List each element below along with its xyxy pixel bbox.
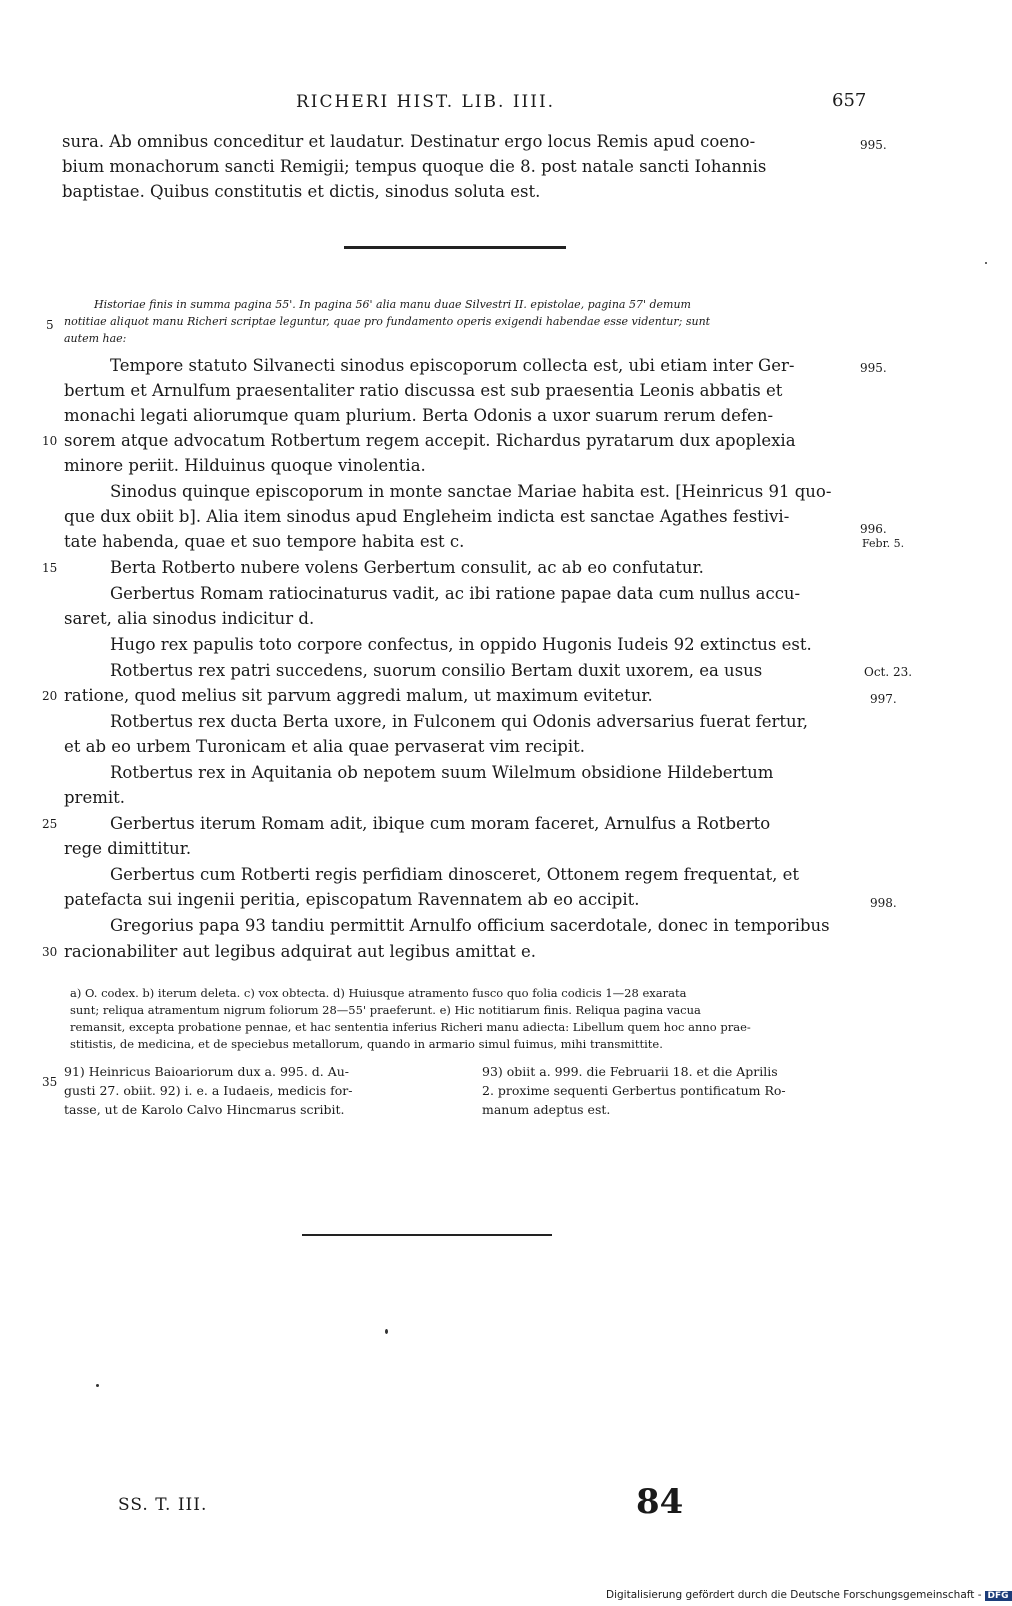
line-number: 35 — [42, 1075, 58, 1089]
body-line: Tempore statuto Silvanecti sinodus episcoporum collecta est, ubi etiam inter Ger- — [110, 356, 795, 375]
line-number: 5 — [46, 318, 54, 332]
body-line: Sinodus quinque episcoporum in monte sanctae Mariae habita est. [Heinricus 91 quo- — [110, 482, 832, 501]
margin-date: Febr. 5. — [862, 537, 905, 550]
body-line: Gerbertus cum Rotberti regis perfidiam dinosceret, Ottonem regem frequentat, et — [110, 865, 799, 884]
body-line: rege dimittitur. — [64, 839, 192, 858]
body-line: ratione, quod melius sit parvum aggredi malum, ut maximum evitetur. — [64, 686, 653, 705]
line-number: 15 — [42, 561, 58, 575]
line-number: 25 — [42, 817, 58, 831]
footnote-line: remansit, excepta probatione pennae, et hac sententia inferius Richeri manu adiecta: Libellum quem hoc anno prae- — [70, 1020, 751, 1034]
numbered-note-left: tasse, ut de Karolo Calvo Hincmarus scribit. — [64, 1102, 345, 1117]
scan-speck — [385, 1329, 388, 1334]
body-line: racionabiliter aut legibus adquirat aut legibus amittat e. — [64, 942, 537, 961]
body-line: Hugo rex papulis toto corpore confectus, in oppido Hugonis Iudeis 92 extinctus est. — [110, 635, 812, 654]
body-line: Rotbertus rex ducta Berta uxore, in Fulconem qui Odonis adversarius fuerat fertur, — [110, 712, 808, 731]
continuation-line: baptistae. Quibus constitutis et dictis, sinodus soluta est. — [62, 182, 541, 201]
line-number: 30 — [42, 945, 58, 959]
digitization-credit — [606, 1589, 1012, 1601]
margin-year: 998. — [870, 896, 897, 910]
dfg-logo: DFG — [985, 1591, 1012, 1601]
footnote-line: sunt; reliqua atramentum nigrum foliorum 28—55' praeferunt. e) Hic notitiarum finis. Reliqua pagina vacua — [70, 1003, 701, 1017]
scan-speck — [985, 262, 987, 264]
body-line: Berta Rotberto nubere volens Gerbertum consulit, ac ab eo confutatur. — [110, 558, 704, 577]
line-number: 20 — [42, 689, 58, 703]
body-line: Gerbertus iterum Romam adit, ibique cum moram faceret, Arnulfus a Rotberto — [110, 814, 771, 833]
body-line: bertum et Arnulfum praesentaliter ratio discussa est sub praesentia Leonis abbatis et — [64, 381, 783, 400]
editor-note-line: notitiae aliquot manu Richeri scriptae leguntur, quae pro fundamento operis exigendi habendae esse videntur; sunt — [64, 315, 711, 328]
body-line: Rotbertus rex patri succedens, suorum consilio Bertam duxit uxorem, ea usus — [110, 661, 763, 680]
body-line: premit. — [64, 788, 126, 807]
numbered-note-right: 2. proxime sequenti Gerbertus pontificatum Ro- — [482, 1083, 786, 1098]
editor-note-line: Historiae finis in summa pagina 55'. In pagina 56' alia manu duae Silvestri II. epistolae, pagina 57' demum — [94, 298, 691, 311]
body-line: patefacta sui ingenii peritia, episcopatum Ravennatem ab eo accipit. — [64, 890, 640, 909]
margin-year: 995. — [860, 138, 887, 152]
continuation-line: bium monachorum sancti Remigii; tempus quoque die 8. post natale sancti Iohannis — [62, 157, 767, 176]
signature-mark: SS. T. III. — [118, 1495, 208, 1515]
sheet-number: 84 — [636, 1482, 684, 1522]
numbered-note-right: 93) obiit a. 999. die Februarii 18. et die Aprilis — [482, 1064, 778, 1079]
numbered-note-left: gusti 27. obiit. 92) i. e. a Iudaeis, medicis for- — [64, 1083, 353, 1098]
margin-date: Oct. 23. — [864, 665, 913, 679]
footnote-line: stitistis, de medicina, et de speciebus metallorum, quando in armario simul fuimus, mihi transmittite. — [70, 1037, 663, 1051]
end-divider — [302, 1234, 552, 1236]
section-divider — [344, 246, 566, 249]
scan-speck — [96, 1384, 99, 1387]
body-line: que dux obiit b]. Alia item sinodus apud Engleheim indicta est sanctae Agathes festivi- — [64, 507, 790, 526]
running-title: RICHERI HIST. LIB. IIII. — [296, 92, 556, 112]
page-number: 657 — [832, 90, 867, 111]
body-line: tate habenda, quae et suo tempore habita est c. — [64, 532, 465, 551]
credit-text: Digitalisierung gefördert durch die Deutsche Forschungsgemeinschaft - — [606, 1589, 982, 1601]
body-line: saret, alia sinodus indicitur d. — [64, 609, 315, 628]
body-line: Rotbertus rex in Aquitania ob nepotem suum Wilelmum obsidione Hildebertum — [110, 763, 774, 782]
body-line: et ab eo urbem Turonicam et alia quae pervaserat vim recipit. — [64, 737, 586, 756]
margin-year: 997. — [870, 692, 897, 706]
body-line: Gerbertus Romam ratiocinaturus vadit, ac ibi ratione papae data cum nullus accu- — [110, 584, 801, 603]
margin-year: 996. — [860, 522, 887, 536]
body-line: minore periit. Hilduinus quoque vinolentia. — [64, 456, 426, 475]
numbered-note-left: 91) Heinricus Baioariorum dux a. 995. d. Au- — [64, 1064, 350, 1079]
body-line: sorem atque advocatum Rotbertum regem accepit. Richardus pyratarum dux apoplexia — [64, 431, 796, 450]
continuation-line: sura. Ab omnibus conceditur et laudatur. Destinatur ergo locus Remis apud coeno- — [62, 132, 756, 151]
editor-note-line: autem hae: — [64, 332, 127, 345]
body-line: monachi legati aliorumque quam plurium. Berta Odonis a uxor suarum rerum defen- — [64, 406, 774, 425]
numbered-note-right: manum adeptus est. — [482, 1102, 611, 1117]
footnote-line: a) O. codex. b) iterum deleta. c) vox obtecta. d) Huiusque atramento fusco quo folia codicis 1—28 exarata — [70, 986, 687, 1000]
line-number: 10 — [42, 434, 58, 448]
body-line: Gregorius papa 93 tandiu permittit Arnulfo officium sacerdotale, donec in temporibus — [110, 916, 830, 935]
margin-year: 995. — [860, 361, 887, 375]
